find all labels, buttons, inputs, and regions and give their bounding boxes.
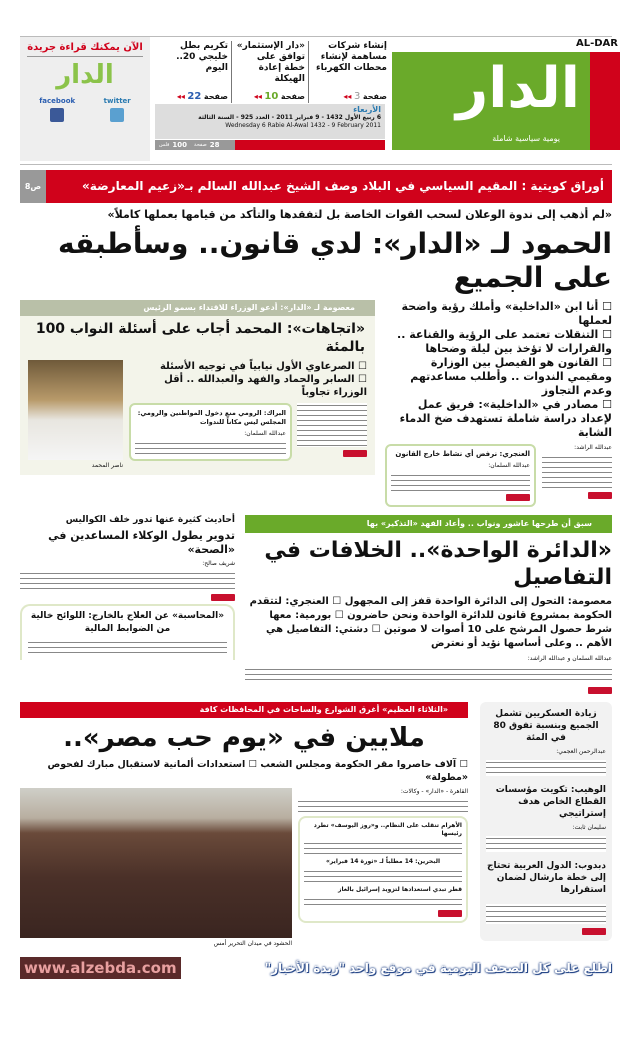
tagline: يومية سياسية شاملة	[492, 134, 560, 143]
egypt-sub1[interactable]: الأهرام تنقلب على النظام.. و«روز اليوسف» تطرد رئيسها	[313, 822, 462, 837]
photo-caption: الحشود في ميدان التحرير أمس	[213, 940, 292, 947]
sidebar-item-1[interactable]: زيادة العسكريين تشمل الجميع وبنسبة تفوق 80 في المئة	[493, 709, 599, 743]
egypt-box	[298, 816, 468, 923]
sidebar-item-2[interactable]: الوهيب: تكويت مؤسسات القطاع الخاص هدف إستراتيجي	[495, 785, 606, 819]
egypt-deck: ☐ آلاف حاصروا مقر الحكومة ومجلس الشعب ☐ استعدادات ألمانية لاستقبال مبارك لفحوص «مطولة»	[47, 759, 468, 783]
sidebar: زيادة العسكريين تشمل الجميع وبنسبة تفوق 80 في المئة عبدالرحمن العجمي: الوهيب: تكويت مؤسسات القطاع الخاص هدف إستراتيجي سليمان ثابت: دبدوب: الدول العربية تحتاج إلى خطة مارشال لضمان استقرارها	[480, 702, 612, 941]
promo-logo: الدار	[56, 60, 114, 90]
lead-headline[interactable]: الحمود لـ «الدار»: لدي قانون.. وسأطبقه على الجميع	[57, 227, 612, 294]
teaser-2[interactable]: «دار الإستثمار» توافق على خطة إعادة الهيكلة صفحة 10 ◂◂	[232, 41, 309, 103]
dawaer-headline[interactable]: «الدائرة الواحدة».. الخلافات في التفاصيل	[264, 538, 612, 590]
dawaer-byline: عبدالله السلمان و عبدالله الراشد:	[527, 655, 612, 662]
more-link[interactable]	[582, 928, 606, 935]
teaser-3[interactable]: تكريم بطل خليجي 20.. اليوم صفحة 22 ◂◂	[155, 41, 232, 103]
photo-caption: ناصر المحمد	[91, 462, 123, 469]
photo-nasser-mohammed	[28, 360, 123, 460]
barrak-box[interactable]: البراك: الرومي منع دخول المواطنين والرومي: المجلس ليس مكاناً للندوات عبدالله السلمان:	[129, 403, 292, 461]
section-egypt: زيادة العسكريين تشمل الجميع وبنسبة تفوق 80 في المئة عبدالرحمن العجمي: الوهيب: تكويت مؤسسات القطاع الخاص هدف إستراتيجي سليمان ثابت: دبدوب: الدول العربية تحتاج إلى خطة مارشال لضمان استقرارها «الثلاثاء العظيم» أغرق الشوارع والساحات في المحافظات كافة ملايين في «يوم حب مصر».. ☐ آلاف حاصروا مقر الحكومة ومجلس الشعب ☐ استعدادات ألمانية لاستقبال مبارك لفحوص «مطولة» القاهرة - «الدار» - وكالات: الأهرام تنقلب على النظام.. و«روز اليوسف» تطرد رئيسها البحرين: 14 مطلباً لـ «ثورة 14 فبراير» قطر تبدي استعدادها لتزويد إسرائيل بالغاز الحشود في ميدان التحرير أمس	[20, 702, 612, 948]
more-link[interactable]	[438, 910, 462, 917]
teasers	[155, 41, 387, 103]
egypt-sub2[interactable]: البحرين: 14 مطلباً لـ «ثورة 14 فبراير»	[325, 858, 441, 865]
facebook-icon[interactable]	[50, 108, 64, 122]
ittijahat-headline[interactable]: «اتجاهات»: المحمد أجاب على أسئلة النواب 100 بالمئة	[35, 321, 365, 355]
price-bar: فلس 100 صفحة 28	[155, 140, 385, 150]
dawaer-deck: معصومة: التحول إلى الدائرة الواحدة قفز إلى المجهول ☐ العنجري: لتتقدم الحكومة بمشروع قانون للدائرة الواحدة ونحن حاضرون ☐ بورمية: معها شرط حصول المرشح على 10 أصوات لا صوتين ☐ دشتي: التفاصيل هي الأهم .. وعلى أساسها نؤيد أو نعترض	[249, 596, 612, 649]
facebook-link[interactable]: facebook	[39, 97, 75, 122]
more-link[interactable]	[343, 450, 367, 457]
twitter-icon[interactable]	[110, 108, 124, 122]
lead-kicker: «لم أذهب إلى ندوة الوعلان لسحب القوات الخاصة بل لتفقدها والتأكد من قيامها بعملها كاملاً»	[107, 208, 612, 221]
digital-promo[interactable]: الآن يمكنك قراءة جريدة الدار facebook twitter	[20, 37, 150, 161]
egypt-strip: «الثلاثاء العظيم» أغرق الشوارع والساحات في المحافظات كافة	[20, 702, 468, 718]
lead-bullets: ☐ أنا ابن «الداخلية» وأملك رؤية واضحة لعملها ☐ التنقلات تعتمد على الرؤية والقناعة .. والقرارات لا تؤخذ بين ليلة وضحاها ☐ القانون هو الفيصل بين الوزارة ومقيمي الندوات .. وأطلب مساعدتهم وعدم التجاوز ☐ مصادر في «الداخلية»: فريق عمل لإعداد دراسة شاملة تستهدف ضخ الدماء الشابة	[397, 300, 612, 439]
more-link[interactable]	[588, 492, 612, 499]
lead-side-box[interactable]: العنجري: نرفض أي نشاط خارج القانون عبدالله السلمان:	[385, 444, 536, 507]
sehha-headline[interactable]: تدوير يطول الوكلاء المساعدين في «الصحة»	[48, 529, 235, 556]
muhasaba-box[interactable]: «المحاسبة» عن العلاج بالخارج: اللوائح خالية من الضوابط المالية	[20, 604, 235, 660]
dawaer-strip: سبق أن طرحها عاشور ونواب .. وأعاد الفهد «التذكير» بها	[245, 515, 612, 533]
tahrir-photo	[20, 788, 292, 938]
main	[20, 170, 612, 979]
story-ittijahat[interactable]: معصومة لـ «الدار»: أدعو الوزراء للاقتداء بسمو الرئيس «اتجاهات»: المحمد أجاب على أسئلة النواب 100 بالمئة ☐ الصرعاوي الأول نيابياً في توجيه الأسئلة ☐ السابر والحماد والفهد والعبدالله .. أقل الوزراء تجاوباً البراك: الرومي منع دخول المواطنين والرومي: المجلس ليس مكاناً للندوات عبدالله السلمان: ناصر المحمد	[20, 300, 375, 475]
brand-latin: AL-DAR	[575, 38, 618, 49]
logo	[392, 52, 620, 150]
egypt-headline[interactable]: ملايين في «يوم حب مصر»..	[63, 723, 425, 753]
logo-text: الدار	[455, 56, 580, 121]
footer	[20, 957, 612, 979]
sidebar-item-3[interactable]: دبدوب: الدول العربية تحتاج إلى خطة مارشال لضمان استقرارها	[487, 861, 606, 895]
more-link[interactable]	[506, 494, 530, 501]
lead-column	[385, 300, 612, 507]
teaser-1[interactable]: إنشاء شركات مساهمة لإنشاء محطات الكهرباء صفحة 3 ◂◂	[316, 41, 387, 102]
twitter-link[interactable]: twitter	[104, 97, 131, 122]
more-link[interactable]	[211, 594, 235, 601]
lead-byline: عبدالله الراشد:	[574, 444, 612, 451]
footer-slogan: اطلع على كل الصحف اليومية في موقع واحد "زبدة الأخبار"	[264, 960, 612, 975]
egypt-sub3[interactable]: قطر تبدي استعدادها لتزويد إسرائيل بالغاز	[338, 886, 462, 893]
banner-page[interactable]: ص8	[20, 170, 46, 203]
footer-url[interactable]: www.alzebda.com	[20, 957, 181, 979]
section-lead	[20, 300, 612, 507]
section-dawaer: سبق أن طرحها عاشور ونواب .. وأعاد الفهد «التذكير» بها «الدائرة الواحدة».. الخلافات في التفاصيل معصومة: التحول إلى الدائرة الواحدة قفز إلى المجهول ☐ العنجري: لتتقدم الحكومة بمشروع قانون للدائرة الواحدة ونحن حاضرون ☐ بورمية: معها شرط حصول المرشح على 10 أصوات لا صوتين ☐ دشتي: التفاصيل هي الأهم .. وعلى أساسها نؤيد أو نعترض عبدالله السلمان و عبدالله الراشد: أحاديث كثيرة عنها تدور خلف الكواليس تدوير يطول الوكلاء المساعدين في «الصحة» شريف صالح: «المحاسبة» عن العلاج بالخارج: اللوائح خالية من الضوابط المالية	[20, 515, 612, 694]
top-banner[interactable]: أوراق كويتية : المقيم السياسي في البلاد وصف الشيخ عبدالله السالم بـ«زعيم المعارضة» ص8	[20, 170, 612, 203]
date-box: الأربعاء 6 ربيع الأول 1432 - 9 فبراير 2011 - العدد 925 - السنة الثالثة Wednesday 6 Rabie Al-Awal 1432 - 9 February 2011	[155, 104, 385, 139]
more-link[interactable]	[588, 687, 612, 694]
